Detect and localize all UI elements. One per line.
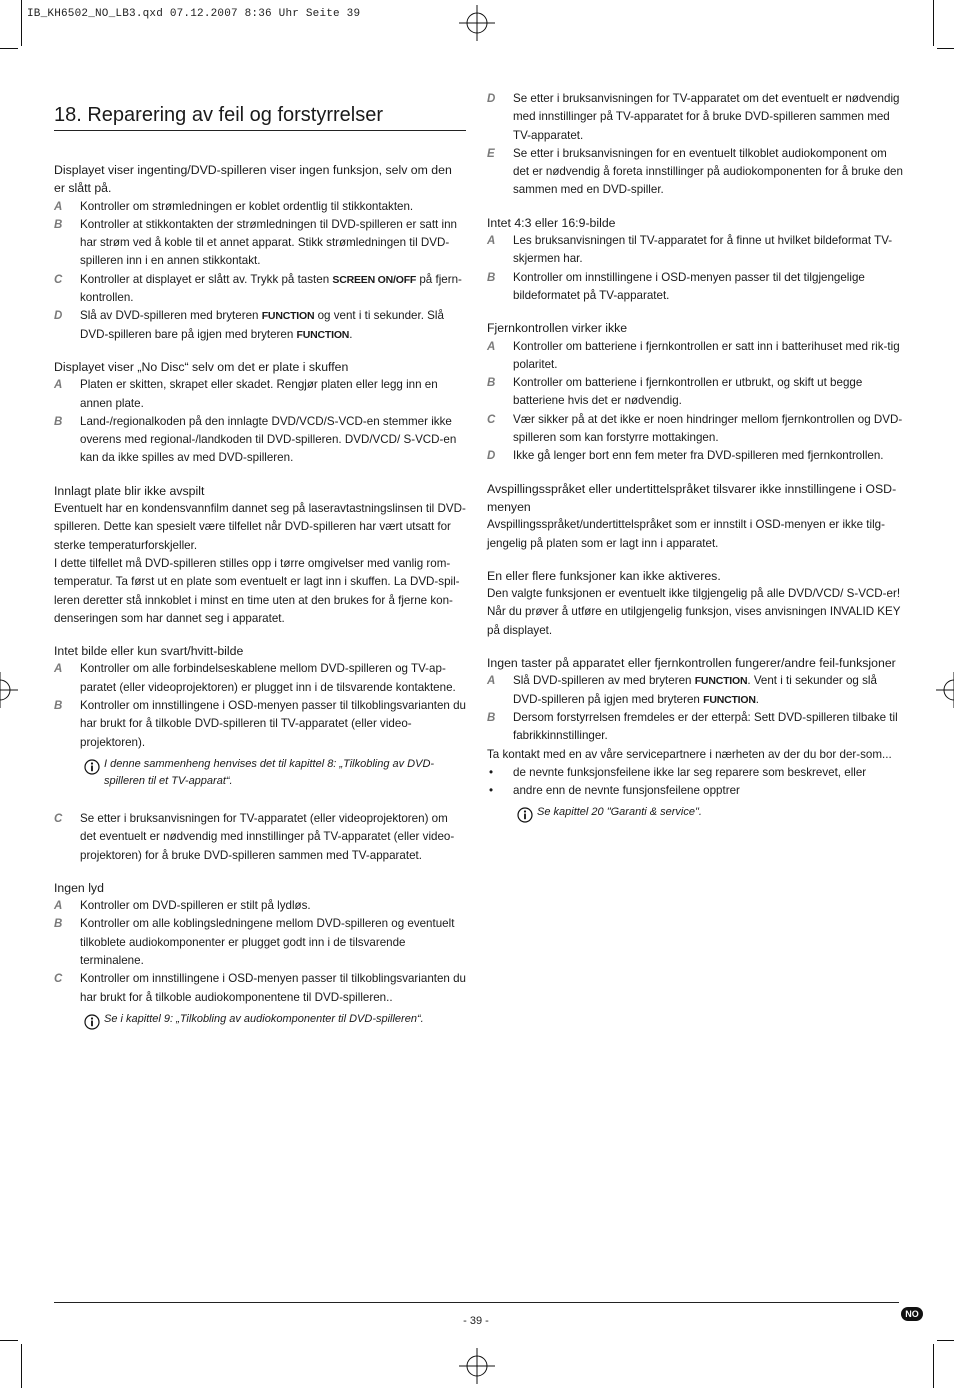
item-text: og vent i ti sekunder. Slå DVD-spilleren bare på igjen med bryteren: [80, 309, 444, 341]
info-note: [487, 804, 903, 821]
item-text: Kontroller om alle forbindelseskablene mellom DVD-spilleren og TV-ap-paratet (eller videoprojektoren) er plugget inn i de tilsvarende kontaktene.: [80, 662, 456, 694]
section-disc-not-playing: [54, 482, 466, 628]
bullet-item: [487, 782, 903, 800]
step-letter: B: [487, 377, 496, 390]
section-title: Fjernkontrollen virker ikke: [487, 321, 628, 336]
list-item: [487, 672, 903, 709]
item-text: Slå DVD-spilleren av med bryteren: [513, 674, 695, 688]
registration-mark-right: [936, 672, 954, 708]
step-letter: A: [54, 200, 63, 213]
step-letter: B: [54, 918, 63, 931]
list-item: [487, 145, 903, 200]
step-letter: A: [54, 379, 63, 392]
step-letter: A: [487, 340, 496, 353]
section-language-mismatch: [487, 480, 903, 553]
item-text: Kontroller om innstillingene i OSD-menyen passer til tilkoblingsvarianten du har brukt for å tilkoble DVD-spilleren til TV-apparatet (eller video-projektoren).: [80, 699, 467, 749]
crop-mark-br-v: [933, 1344, 934, 1388]
section-title: Ingen taster på apparatet eller fjernkontrollen fungerer/andre feil-funksjoner: [487, 656, 896, 671]
command-label: FUNCTION: [694, 675, 748, 688]
list-item: [54, 307, 466, 344]
section-title: Avspillingsspråket eller undertittelspråket tilsvarer ikke innstillingene i OSD-menyen: [487, 481, 897, 514]
step-letter: C: [54, 273, 63, 286]
command-label: FUNCTION: [703, 693, 756, 706]
section-no-disc: [54, 358, 466, 468]
paragraph: Avspillingsspråket/undertittelspråket som er innstilt i OSD-menyen er ikke tilg-jengelig på platen som er lagt inn i apparatet.: [487, 518, 885, 550]
note-text: I denne sammenheng henvises det til kapittel 8: „Tilkobling av DVD-spilleren til et TV-apparat“.: [104, 757, 435, 787]
registration-mark-top: [459, 5, 495, 41]
item-text: Se etter i bruksanvisningen for en eventuelt tilkoblet audiokomponent om det er nødvendig å foreta innstillinger på audiokomponenten for å bruke den sammen med en DVD-spiller.: [513, 146, 903, 197]
item-text: Land-/regionalkoden på den innlagte DVD/VCD/S-VCD-en stemmer ikke overens med regional-/landkoden til DVD-spilleren. DVD/VCD/ S-VCD-en kan da ikke spilles av med DVD-spilleren.: [80, 414, 457, 465]
item-text: Kontroller at displayet er slått av. Trykk på tasten: [80, 272, 333, 286]
section-title: Intet bilde eller kun svart/hvitt-bilde: [54, 644, 244, 659]
crop-mark-tl-v: [21, 0, 22, 46]
section-title: Innlagt plate blir ikke avspilt: [54, 483, 205, 498]
step-letter: D: [487, 450, 496, 463]
item-text: Dersom forstyrrelsen fremdeles er der etterpå: Sett DVD-spilleren tilbake til fabrikkinnstillinger.: [513, 710, 898, 743]
step-letter: E: [487, 147, 495, 160]
step-letter: A: [487, 235, 496, 248]
section-keys-not-working: [487, 654, 903, 821]
paragraph: I dette tilfellet må DVD-spilleren stilles opp i tørre omgivelser med vanlig rom-temperatur. Ta først ut en plate som eventuelt er lagt inn i skuffen. La DVD-spil-leren deretter stå innkoblet i minst en time uten at den brukes for å fjerne kon-denseringen som har dannet seg i apparatet.: [54, 556, 460, 625]
paragraph: Ta kontakt med en av våre servicepartnere i nærheten av der du bor der-som...: [487, 747, 892, 761]
step-letter: D: [54, 310, 63, 323]
list-item: [54, 376, 466, 413]
item-text: Se etter i bruksanvisningen for TV-apparatet om det eventuelt er nødvendig med innstillinger på TV-apparatet for å bruke DVD-spilleren sammen med TV-apparatet.: [513, 92, 900, 142]
registration-mark-bottom: [459, 1348, 495, 1384]
bullet-icon: •: [489, 784, 494, 798]
step-letter: D: [487, 93, 496, 105]
section-title: En eller flere funksjoner kan ikke aktiveres.: [487, 568, 721, 583]
list-item: [487, 269, 903, 306]
info-icon: [84, 1014, 100, 1030]
item-text: Kontroller om DVD-spilleren er stilt på lydløs.: [80, 899, 311, 913]
item-text: Vær sikker på at det ikke er noen hindringer mellom fjernkontrollen og DVD-spilleren som kan forstyrre mottakingen.: [513, 412, 903, 445]
step-letter: C: [54, 973, 63, 986]
crop-mark-tr-v: [933, 0, 934, 46]
section-functions-not-activated: [487, 567, 903, 640]
paragraph: Den valgte funksjonen er eventuelt ikke tilgjengelig på alle DVD/VCD/ S-VCD-er! Når du prøver å utføre en utilgjengelig funksjon, vises anvisningen INVALID KEY på displayet.: [487, 587, 901, 637]
step-letter: C: [54, 812, 63, 825]
item-text: på fjern-kontrollen.: [80, 272, 462, 305]
note-text: Se i kapittel 9: „Tilkobling av audiokomponenter til DVD-spilleren“.: [104, 1012, 424, 1025]
step-letter: A: [54, 663, 63, 676]
crop-mark-br-h: [937, 1340, 954, 1341]
list-item: [54, 970, 466, 1007]
info-note: [54, 756, 466, 790]
bullet-item: [487, 764, 903, 782]
step-letter: C: [487, 413, 496, 426]
item-text: Kontroller om batteriene i fjernkontrollen er utbrukt, og skift ut begge batteriene hvis det er nødvendig.: [513, 376, 863, 408]
info-icon: [84, 759, 100, 775]
page-title: 18. Reparering av feil og forstyrrelser: [54, 102, 466, 131]
step-letter: B: [487, 711, 496, 724]
crop-mark-tl-h: [0, 48, 18, 49]
left-column: [54, 90, 466, 1042]
crop-mark-tr-h: [937, 48, 954, 49]
list-item: [54, 216, 466, 271]
registration-mark-left: [0, 672, 18, 708]
list-item: [487, 232, 903, 269]
item-text: Kontroller om innstillingene i OSD-menyen passer til tilkoblingsvarianten du har brukt for å tilkoble audiokomponentene til DVD-spilleren..: [80, 972, 467, 1004]
info-icon: [517, 807, 533, 823]
section-title: Displayet viser „No Disc“ selv om det er plate i skuffen: [54, 359, 349, 374]
step-letter: B: [54, 415, 63, 428]
footer-divider: [54, 1302, 899, 1303]
item-text: .: [755, 692, 759, 706]
item-text: Les bruksanvisningen til TV-apparatet for å finne ut hvilket bildeformat TV-skjermen har.: [513, 234, 893, 266]
command-label: FUNCTION: [261, 310, 315, 323]
list-item: [54, 271, 466, 308]
section-display-nothing: [54, 161, 466, 344]
section-title: Ingen lyd: [54, 880, 104, 895]
item-text: . Vent i ti sekunder og slå DVD-spilleren på igjen med bryteren: [513, 674, 877, 706]
page-number: - 39 -: [463, 1315, 489, 1327]
item-text: Kontroller at stikkontakten der strømledningen til DVD-spilleren er satt inn har strøm ved å koble til et annet apparat. Stikk strømledningen til DVD-spilleren inn i en annen stikkontakt.: [80, 217, 457, 268]
right-column: [487, 90, 903, 835]
item-text: Kontroller om batteriene i fjernkontrollen er satt inn i batterihuset med rik-tig polaritet.: [513, 339, 900, 371]
list-item: [487, 374, 903, 411]
step-letter: A: [487, 675, 496, 688]
item-text: Slå av DVD-spilleren med bryteren: [80, 309, 262, 323]
list-item: [54, 660, 466, 697]
crop-mark-bl-h: [0, 1340, 18, 1341]
item-text: Platen er skitten, skrapet eller skadet. Rengjør platen eller legg inn en annen plate.: [80, 378, 438, 410]
bullet-text: de nevnte funksjonsfeilene ikke lar seg reparere som beskrevet, eller: [513, 765, 867, 779]
command-label: FUNCTION: [296, 328, 350, 341]
crop-mark-bl-v: [21, 1344, 22, 1388]
list-item: [54, 198, 466, 216]
bullet-text: andre enn de nevnte funsjonsfeilene opptrer: [513, 784, 740, 798]
section-no-picture-continued: [487, 90, 903, 200]
section-title: Intet 4:3 eller 16:9-bilde: [487, 215, 616, 230]
list-item: [487, 411, 903, 448]
info-note: [54, 1011, 466, 1028]
item-text: .: [349, 327, 353, 341]
list-item: [487, 90, 903, 145]
note-text: Se kapittel 20 "Garanti & service".: [537, 806, 702, 819]
list-item: [487, 338, 903, 375]
section-no-picture: [54, 642, 466, 865]
list-item: [54, 810, 466, 865]
list-item: [487, 447, 903, 465]
print-header: IB_KH6502_NO_LB3.qxd 07.12.2007 8:36 Uhr Seite 39: [27, 8, 361, 20]
step-letter: B: [487, 271, 496, 284]
list-item: [54, 697, 466, 752]
item-text: Kontroller om alle koblingsledningene mellom DVD-spilleren og eventuelt tilkoblete audiokomponenter er plugget godt inn i de tilsvarende terminalene.: [80, 917, 455, 967]
section-remote-not-working: [487, 319, 903, 465]
bullet-icon: •: [489, 765, 494, 779]
item-text: Kontroller om innstillingene i OSD-menyen passer til det tilgjengelige bildeformatet på TV-apparatet.: [513, 270, 865, 302]
section-title: Displayet viser ingenting/DVD-spilleren viser ingen funksjon, selv om den er slått på.: [54, 163, 452, 196]
paragraph: Eventuelt har en kondensvannfilm dannet seg på laseravtastningslinsen til DVD-spilleren. Dette kan spesielt være tilfellet når DVD-spilleren har vært utsatt for sterke temperaturforskjeller.: [54, 502, 466, 552]
command-label: SCREEN ON/OFF: [332, 273, 417, 286]
list-item: [487, 709, 903, 746]
step-letter: B: [54, 700, 63, 713]
section-no-sound: [54, 879, 466, 1028]
list-item: [54, 413, 466, 468]
item-text: Se etter i bruksanvisningen for TV-apparatet (eller videoprojektoren) om det eventuelt er nødvendig med innstillinger på TV-apparatet (eller video-projektoren) for å bruke DVD-spilleren sammen med TV-apparatet.: [80, 811, 455, 862]
step-letter: B: [54, 218, 63, 231]
item-text: Kontroller om strømledningen er koblet ordentlig til stikkontakten.: [80, 199, 414, 213]
list-item: [54, 915, 466, 970]
list-item: [54, 897, 466, 915]
item-text: Ikke gå lenger bort enn fem meter fra DVD-spilleren med fjernkontrollen.: [513, 449, 884, 463]
language-badge: NO: [901, 1307, 923, 1321]
section-aspect-ratio: [487, 214, 903, 305]
step-letter: A: [54, 900, 63, 913]
